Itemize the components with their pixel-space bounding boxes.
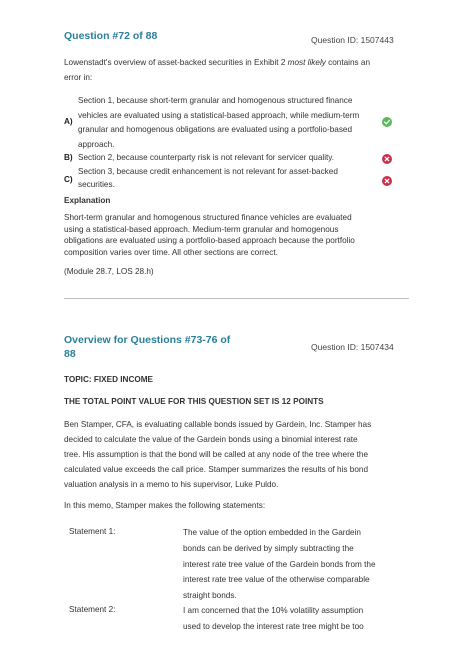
- paragraph-line: calculated value exceeds the call price. Stamper summarizes the results of his bond: [64, 465, 368, 474]
- overview-question-id: Question ID: 1507434: [311, 342, 394, 352]
- option-a-text[interactable]: [78, 94, 378, 152]
- correct-check-icon: [382, 117, 392, 127]
- statement-1-label: Statement 1:: [69, 527, 116, 536]
- stem-text-line2: error in:: [64, 72, 93, 82]
- case-paragraph: [64, 417, 424, 492]
- statement-1-text: [183, 525, 423, 604]
- explanation-line: obligations are evaluated using a portfolio-based approach because the portfolio: [64, 236, 355, 245]
- option-c-text[interactable]: [78, 166, 378, 191]
- explanation-line: Short-term granular and homogenous structured finance vehicles are evaluated: [64, 213, 352, 222]
- overview-title-line1: Overview for Questions #73-76 of: [64, 334, 231, 346]
- incorrect-x-icon: [382, 154, 392, 164]
- option-b-letter: B): [64, 153, 73, 162]
- option-c-line: Section 3, because credit enhancement is not relevant for asset-backed: [78, 167, 338, 176]
- explanation-line: using a statistical-based approach. Medium-term granular and homogenous: [64, 224, 339, 234]
- points-heading: THE TOTAL POINT VALUE FOR THIS QUESTION SET IS 12 POINTS: [64, 397, 324, 406]
- option-b-text[interactable]: [78, 151, 378, 166]
- question-72-stem: [64, 56, 414, 85]
- option-a-letter: A): [64, 117, 73, 126]
- statement-line: used to develop the interest rate tree might be too: [183, 621, 364, 631]
- statement-line: interest rate tree value of the Gardein bonds from the: [183, 559, 376, 569]
- overview-title: [64, 333, 230, 361]
- statement-line: I am concerned that the 10% volatility assumption: [183, 606, 364, 615]
- question-72-title: Question #72 of 88: [64, 30, 158, 42]
- option-a-line: vehicles are evaluated using a statistical-based approach, while medium-term: [78, 110, 360, 120]
- section-divider: [64, 298, 409, 299]
- question-72-id: Question ID: 1507443: [311, 35, 394, 45]
- stem-text: Lowenstadt's overview of asset-backed securities in Exhibit 2: [64, 58, 288, 67]
- overview-title-line2: 88: [64, 348, 76, 360]
- explanation-line: composition varies over time. All other sections are correct.: [64, 247, 278, 257]
- option-a-line: Section 1, because short-term granular and homogenous structured finance: [78, 96, 353, 105]
- statement-line: interest rate tree value of the otherwise comparable: [183, 575, 370, 585]
- statement-line: The value of the option embedded in the Gardein: [183, 528, 361, 537]
- paragraph-line: decided to calculate the value of the Gardein bonds using a binomial interest rate: [64, 435, 358, 444]
- explanation-heading: Explanation: [64, 196, 111, 205]
- statement-line: bonds can be derived by simply subtracting the: [183, 543, 354, 553]
- statement-2-text: [183, 603, 423, 635]
- stem-text-end: contains an: [325, 58, 371, 67]
- paragraph-line: valuation analysis in a memo to his supervisor, Luke Puldo.: [64, 480, 279, 489]
- option-a-line: granular and homogenous obligations are evaluated using a portfolio-based: [78, 125, 353, 134]
- paragraph-line: Ben Stamper, CFA, is evaluating callable bonds issued by Gardein, Inc. Stamper has: [64, 420, 372, 429]
- stem-emphasis: most likely: [287, 58, 326, 67]
- topic-heading: TOPIC: FIXED INCOME: [64, 375, 154, 384]
- incorrect-x-icon: [382, 176, 392, 186]
- option-c-letter: C): [64, 175, 73, 184]
- paragraph-line: tree. His assumption is that the bond will be called at any node of the tree where the: [64, 450, 369, 459]
- option-b-line: Section 2, because counterparty risk is not relevant for servicer quality.: [78, 153, 335, 162]
- statement-2-label: Statement 2:: [69, 605, 116, 614]
- module-reference: (Module 28.7, LOS 28.h): [64, 267, 154, 276]
- option-a-line: approach.: [78, 139, 115, 149]
- explanation-text: [64, 212, 414, 258]
- statement-line: straight bonds.: [183, 591, 237, 601]
- option-c-line: securities.: [78, 179, 115, 189]
- memo-intro: In this memo, Stamper makes the following statements:: [64, 501, 266, 510]
